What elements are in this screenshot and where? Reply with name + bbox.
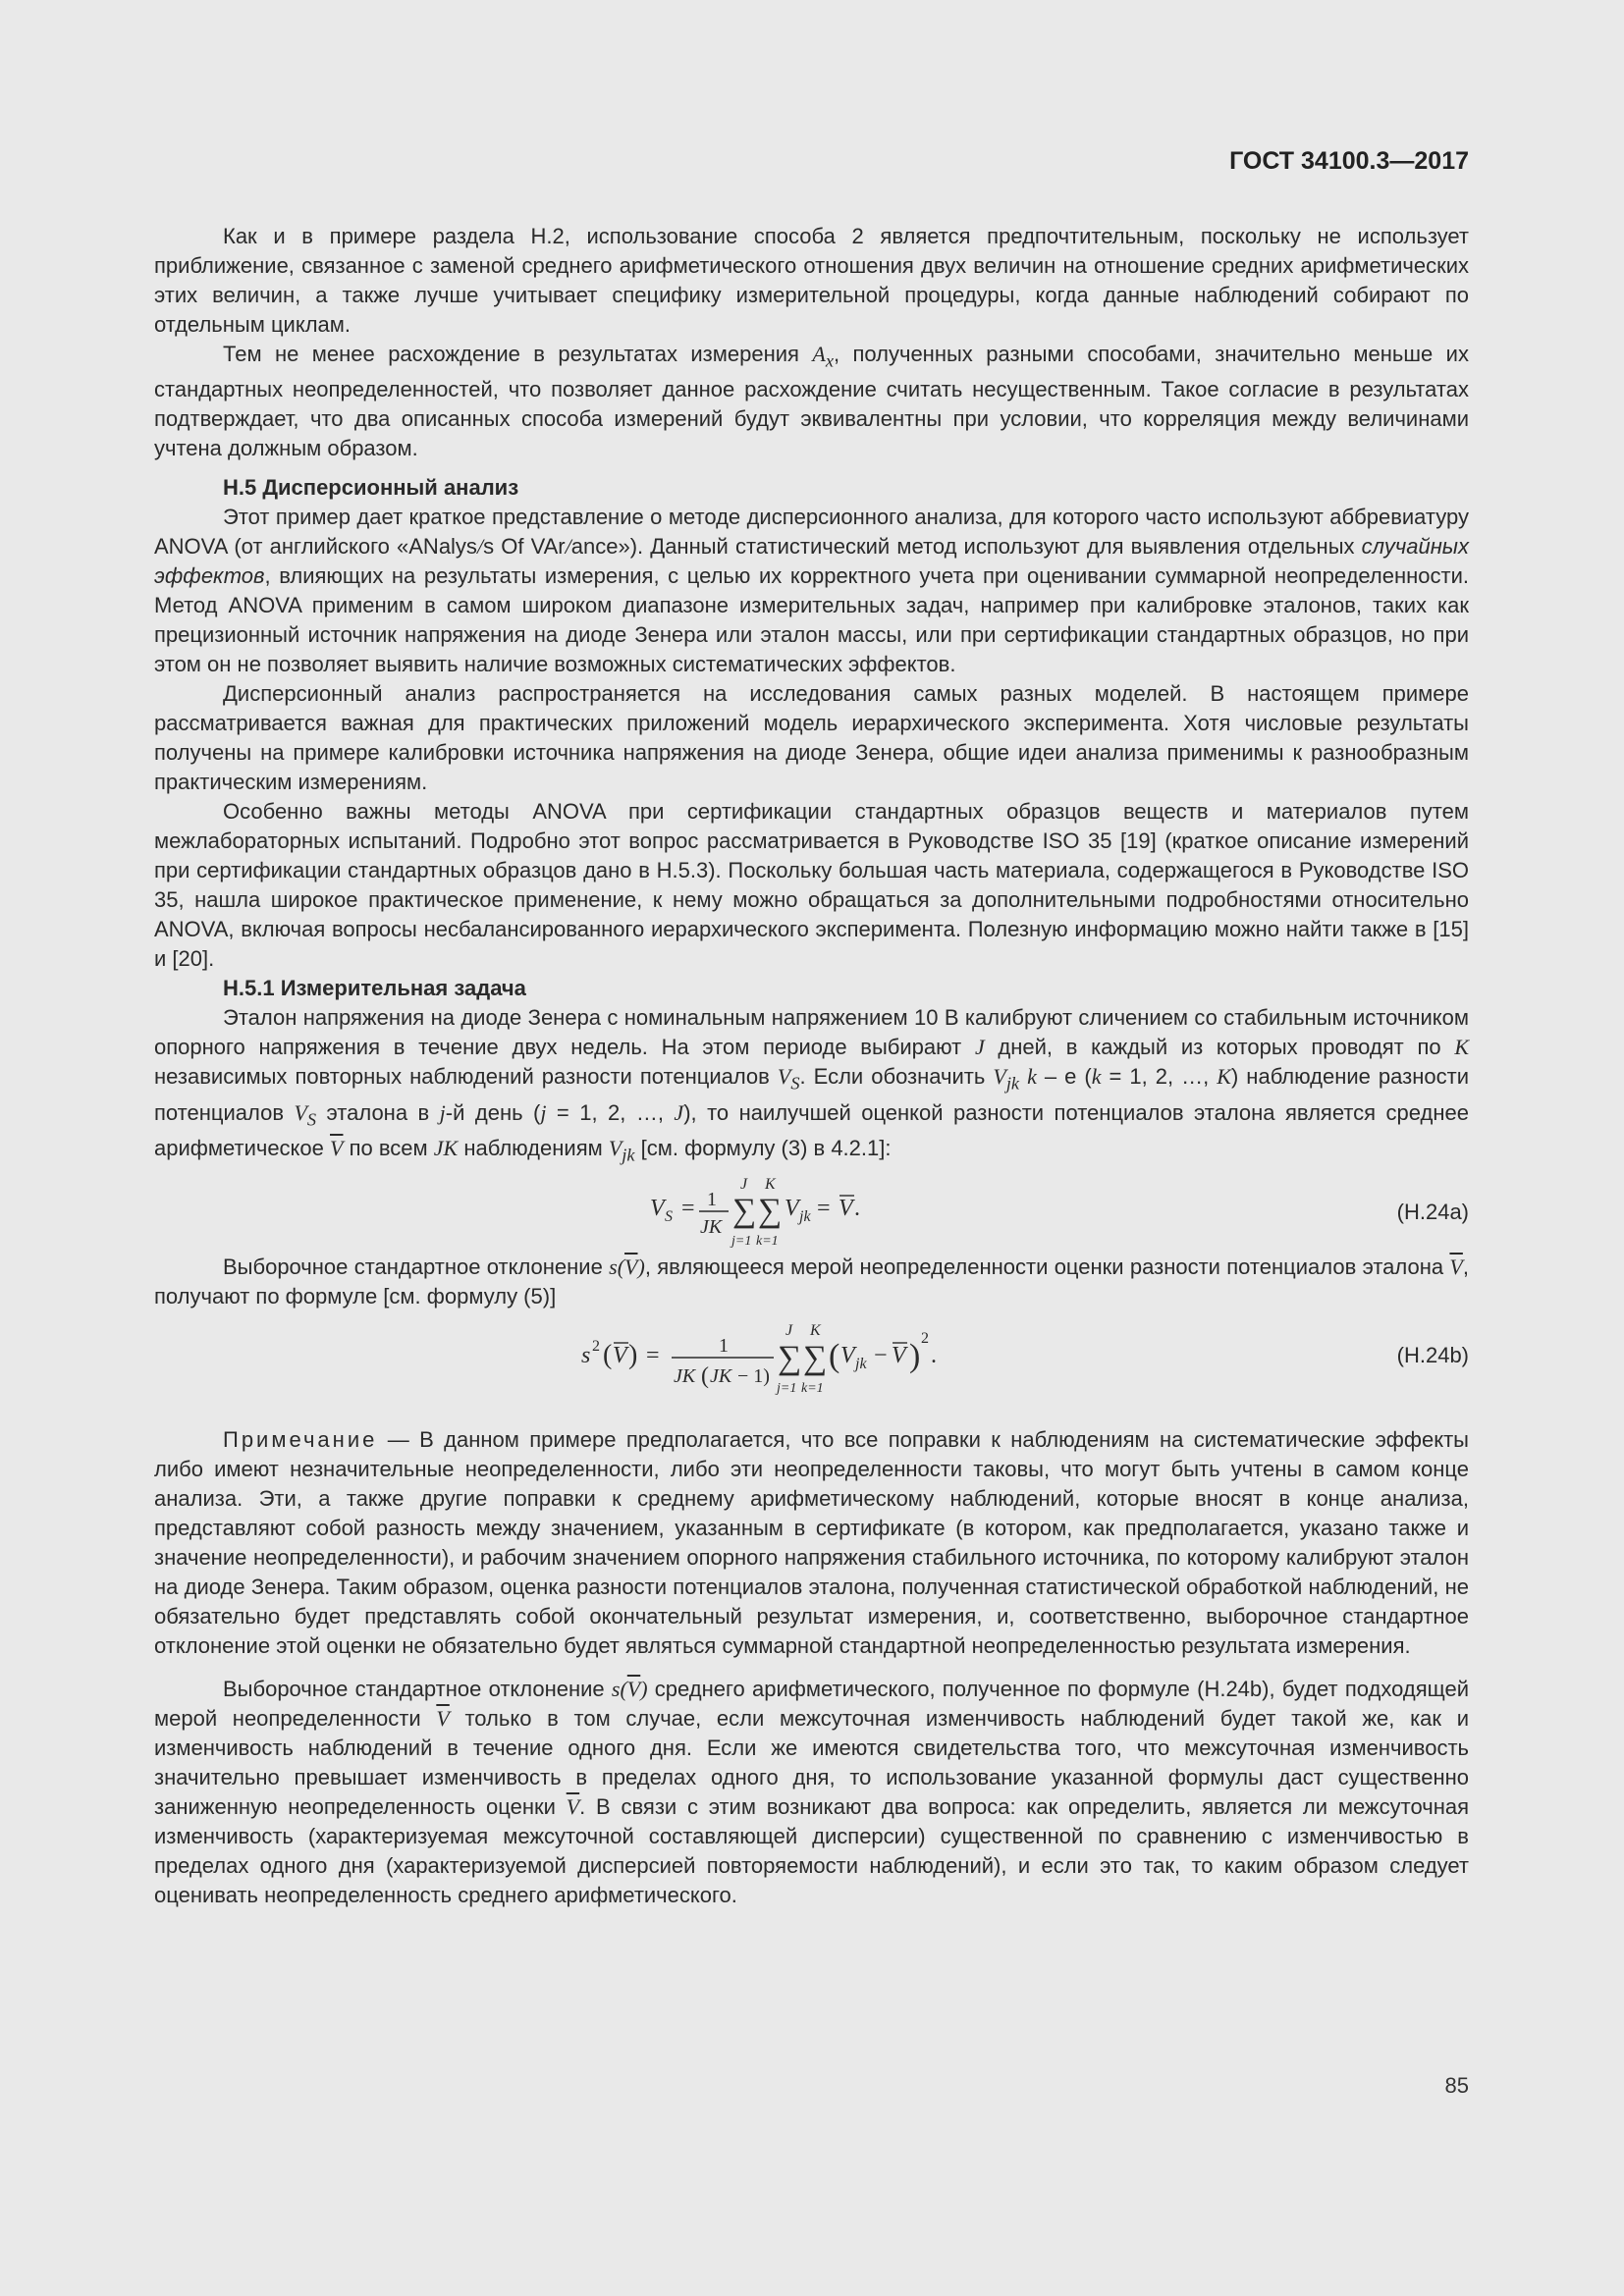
paragraph: Как и в примере раздела Н.2, использование способа 2 является предпочтительным, поскольку не использует приближение, связанное с заменой среднего арифметического отношения двух величин на отношение средних арифметических этих величин, а также лучше учитывает специфику измерительной процедуры, когда данные наблюдений собирают по отдельным циклам. (154, 224, 1469, 337)
svg-text:−: − (874, 1342, 888, 1368)
standard-header: ГОСТ 34100.3—2017 (1229, 147, 1469, 175)
svg-text:V: V (840, 1342, 855, 1368)
text: s Of VAr (483, 534, 566, 560)
svg-text:): ) (628, 1339, 638, 1370)
text: Выборочное стандартное отклонение (223, 1676, 612, 1701)
math-symbol: $\overline{V}$ (330, 1136, 344, 1161)
svg-text:JK: JK (700, 1215, 723, 1238)
math-symbol: j (540, 1099, 547, 1125)
note-paragraph (154, 1425, 1469, 1661)
math-symbol: $\overline{V}$ (566, 1793, 580, 1819)
text: , полученных разными способами, значительно меньше их стандартных неопределенностей, что позволяет данное расхождение считать несущественным. Такое согласие в результатах подтверждает, что два описанных способа измерений будут эквивалентны при условии, что корреляция между величинами учтена должным образом. (154, 342, 1469, 461)
svg-text:2: 2 (592, 1337, 600, 1355)
svg-text:2: 2 (921, 1329, 929, 1347)
paragraph (154, 1675, 1469, 1910)
text: ance»). Данный статистический метод используют для выявления отдельных (570, 534, 1362, 560)
math-symbol: k (1027, 1064, 1037, 1090)
svg-text:.: . (931, 1342, 937, 1368)
svg-text:J: J (740, 1175, 748, 1193)
svg-text:JK: JK (674, 1364, 696, 1387)
svg-text:jk: jk (799, 1207, 811, 1225)
svg-text:∑: ∑ (803, 1339, 828, 1376)
text: ), то наилучшей оценкой разности потенциалов эталона является среднее арифметическое (154, 1099, 1469, 1161)
math-symbol: $A_x$ (812, 342, 834, 371)
text: — В данном примере предполагается, что все поправки к наблюдениям на систематические эффекты либо имеют незначительные неопределенности, либо эти неопределенности таковы, что могут быть учтены в самом конце анализа. Эти, а также другие поправки к среднему арифметическому наблюдений, которые вносят в конце анализа, представляют собой разность между значением, указанным в сертификате (в котором, как предполагается, указано также и значение неопределенности), и рабочим значением опорного напряжения стабильного источника, по которому калибруют эталон на диоде Зенера. Таким образом, оценка разности потенциалов эталона, полученная статистической обработкой наблюдений, не обязательно будет представлять собой окончательный результат измерения, и, соответственно, выборочное стандартное отклонение этой оценки не обязательно будет являться суммарной стандартной неопределенностью результата измерения. (154, 1426, 1469, 1658)
text: = 1, 2, …, (1101, 1064, 1218, 1090)
paragraph (154, 1003, 1469, 1169)
text: , являющееся мерой неопределенности оценки разности потенциалов эталона (644, 1254, 1450, 1279)
math-symbol: K (1217, 1064, 1231, 1090)
text: только в том случае, если межсуточная изменчивость наблюдений будет такой же, как и изменчивость наблюдений в течение одного дня. Если же имеются свидетельства того, что межсуточная изменчивость значительно превышает изменчивость в пределах одного дня, то использование указанной формулы даст существенно заниженную неопределенность оценки (154, 1705, 1470, 1819)
text: . Если обозначить (799, 1064, 994, 1090)
svg-text:=: = (681, 1195, 695, 1221)
text: дней, в каждый из которых проводят по (984, 1035, 1455, 1060)
svg-text:∑: ∑ (732, 1192, 757, 1229)
formula-number: (Н.24b) (1396, 1342, 1469, 1367)
svg-text:J: J (785, 1321, 793, 1339)
math-symbol: J (974, 1035, 985, 1060)
text: эталона в (316, 1099, 440, 1125)
text: -й день ( (445, 1099, 541, 1125)
math-symbol: JK (433, 1136, 459, 1161)
text: , влияющих на результаты измерения, с целью их корректного учета при оценивании суммарной неопределенности. Метод ANOVA применим в самом широком диапазоне измерительных задач, например при калибровке эталонов, таких как прецизионный источник напряжения на диоде Зенера или эталон массы, или при сертификации стандартных образцов, но при этом он не позволяет выявить наличие возможных систематических эффектов. (154, 563, 1469, 677)
formula-h24b-expression (581, 1317, 994, 1412)
text: . В связи с этим возникают два вопроса: как определить, является ли межсуточная изменчивость (характеризуемая межсуточной составляющей дисперсии) существенной по сравнению с изменчивостью в пределах одного дня (характеризуемой дисперсией повторяемости наблюдений), и если это так, то каким образом следует оценивать неопределенность среднего арифметического. (154, 1793, 1469, 1907)
svg-text:=: = (646, 1342, 660, 1368)
math-symbol: K (1454, 1035, 1470, 1060)
paragraph: Особенно важны методы ANOVA при сертификации стандартных образцов веществ и материалов путем межлабораторных испытаний. Подробно этот вопрос рассматривается в Руководстве ISO 35 [19] (краткое описание измерений при сертификации стандартных образцов дано в Н.5.3). Поскольку большая часть материала, содержащегося в Руководстве ISO 35, нашла широкое практическое применение, к нему можно обращаться за дополнительными подробностями относительно ANOVA, включая вопросы несбалансированного иерархического эксперимента. Полезную информацию можно найти также в [15] и [20]. (154, 799, 1469, 972)
svg-text:JK: JK (710, 1364, 732, 1387)
text: среднего арифметического, полученное по формуле (Н.24b), будет подходящей мерой неопределенности (154, 1676, 1469, 1731)
text: = 1, 2, …, (546, 1099, 675, 1125)
math-symbol: J (674, 1099, 684, 1125)
text: Этот пример дает краткое представление о методе дисперсионного анализа, для которого часто используют аббревиатуру ANOVA (от английского «ANalys (154, 505, 1469, 560)
page-body (154, 222, 1469, 1910)
svg-text:): ) (909, 1337, 921, 1374)
paragraph (154, 503, 1469, 679)
text: – е ( (1036, 1064, 1092, 1090)
text: [см. формулу (3) в 4.2.1]: (634, 1136, 892, 1161)
math-symbol: $V_{jk}$ (608, 1136, 635, 1165)
text: по всем (343, 1136, 434, 1161)
svg-text:K: K (765, 1175, 776, 1193)
formula-h24b (154, 1317, 1469, 1412)
svg-text:1: 1 (719, 1334, 729, 1357)
math-symbol: $s(\overline{V})$ (609, 1254, 645, 1279)
math-symbol: / (476, 534, 484, 560)
svg-text:∑: ∑ (758, 1192, 783, 1229)
svg-text:K: K (810, 1321, 821, 1339)
math-symbol: $V_{jk}$ (993, 1064, 1020, 1094)
math-symbol: $V_S$ (777, 1064, 800, 1094)
svg-text:V: V (650, 1195, 665, 1221)
svg-text:∑: ∑ (778, 1339, 802, 1376)
text: независимых повторных наблюдений разности потенциалов (154, 1064, 778, 1090)
svg-text:V: V (785, 1195, 799, 1221)
page-number: 85 (1444, 2073, 1469, 2098)
svg-text:k=1: k=1 (801, 1380, 824, 1396)
text: Эталон напряжения на диоде Зенера с номинальным напряжением 10 В калибруют сличением со стабильным источником опорного напряжения в течение двух недель. На этом периоде выбирают (154, 1005, 1469, 1060)
formula-h24a-expression (650, 1174, 905, 1249)
math-symbol: $\overline{V}$ (436, 1705, 450, 1731)
section-heading: Н.5 Дисперсионный анализ (223, 475, 519, 501)
text: Тем не менее расхождение в результатах измерения (223, 342, 813, 366)
svg-text:V: V (892, 1342, 906, 1368)
paragraph (154, 340, 1469, 463)
note-label: Примечание (223, 1426, 378, 1452)
svg-text:.: . (854, 1195, 860, 1221)
formula-number: (Н.24a) (1396, 1199, 1469, 1224)
svg-text:s: s (581, 1342, 591, 1368)
svg-text:V: V (613, 1342, 627, 1368)
math-symbol: $\overline{V}$ (1449, 1254, 1463, 1279)
svg-text:− 1): − 1) (737, 1364, 770, 1387)
math-symbol: $V_S$ (294, 1099, 317, 1130)
svg-text:j=1: j=1 (777, 1380, 797, 1396)
text: наблюдениям (458, 1136, 609, 1161)
svg-text:j=1: j=1 (731, 1233, 752, 1249)
svg-text:V: V (839, 1195, 853, 1221)
svg-text:(: ( (701, 1362, 709, 1389)
text: , получают по формуле [см. формулу (5)] (154, 1254, 1469, 1308)
subsection-heading: Н.5.1 Измерительная задача (223, 976, 526, 1001)
emphasis: случайных эффектов (154, 534, 1469, 589)
svg-text:1: 1 (707, 1188, 717, 1210)
svg-text:jk: jk (855, 1355, 867, 1372)
math-symbol: $s(\overline{V})$ (611, 1676, 648, 1701)
math-symbol: / (565, 534, 571, 560)
text: Выборочное стандартное отклонение (223, 1254, 610, 1279)
math-symbol: j (439, 1099, 446, 1125)
svg-text:(: ( (829, 1337, 840, 1374)
math-symbol: k (1091, 1064, 1102, 1090)
svg-text:k=1: k=1 (756, 1233, 779, 1249)
svg-text:(: ( (603, 1339, 613, 1370)
formula-h24a (154, 1174, 1469, 1249)
text: ) наблюдение разности потенциалов (154, 1064, 1469, 1125)
paragraph: Дисперсионный анализ распространяется на исследования самых разных моделей. В настоящем примере рассматривается важная для практических приложений модель иерархического эксперимента. Хотя числовые результаты получены на примере калибровки источника напряжения на диоде Зенера, общие идеи анализа применимы к разнообразным практическим измерениям. (154, 681, 1469, 795)
svg-text:S: S (665, 1207, 673, 1225)
paragraph (154, 1253, 1469, 1311)
svg-text:=: = (817, 1195, 831, 1221)
